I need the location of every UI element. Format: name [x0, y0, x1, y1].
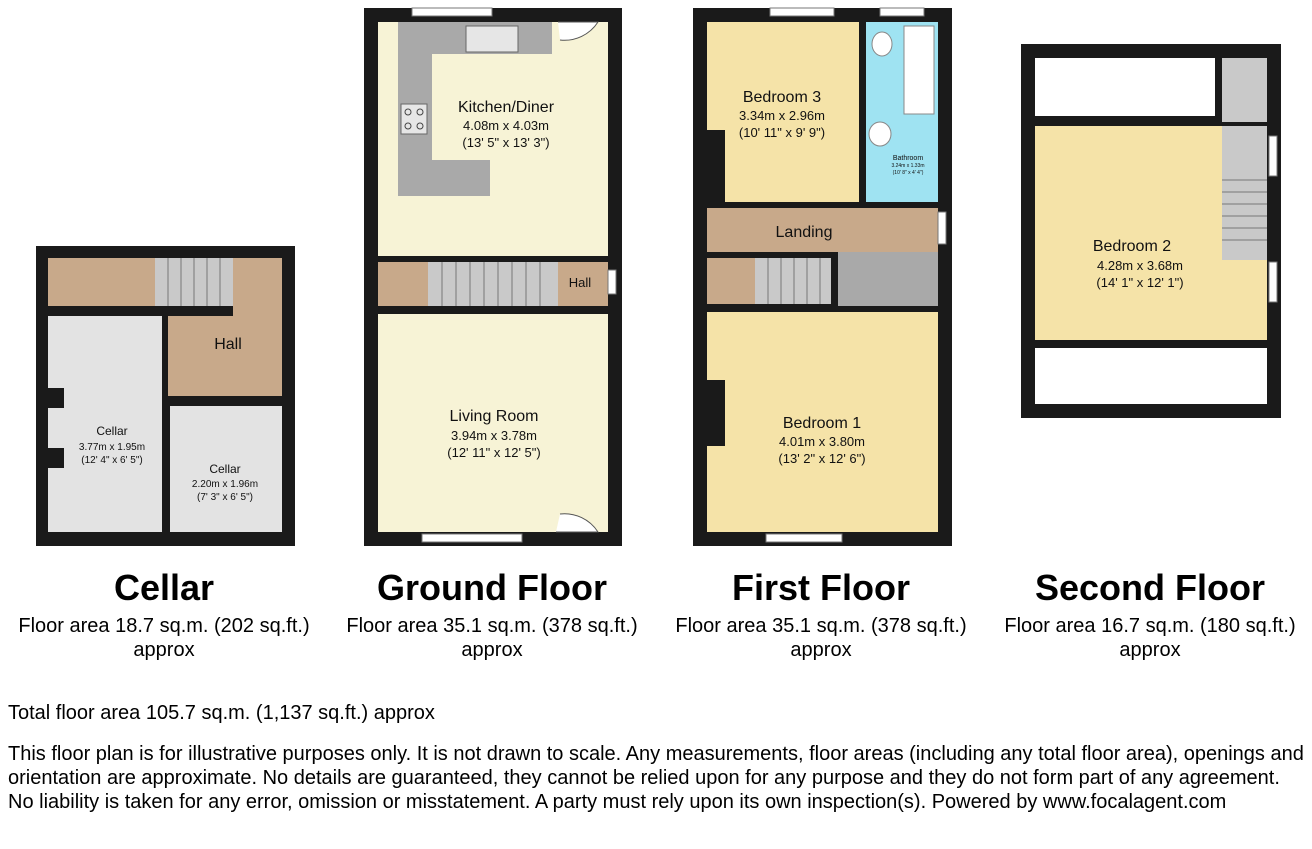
kitchen-imperial: (13' 5" x 13' 3"): [462, 135, 550, 150]
bathroom-label: Bathroom: [892, 155, 924, 162]
eaves-storage-top: [1035, 58, 1215, 116]
total-floor-area: Total floor area 105.7 sq.m. (1,137 sq.ft.) approx: [8, 702, 435, 724]
cellar-hall-label: Hall: [214, 336, 242, 353]
cellar-room-2-dims: 2.20m x 1.96m: [191, 479, 259, 490]
bedroom-2-imperial: (14' 1" x 12' 1"): [1096, 275, 1184, 290]
floor-title-ground: Ground Floor: [377, 567, 607, 608]
bedroom-1-imperial: (13' 2" x 12' 6"): [778, 451, 866, 466]
floor-area-cellar: Floor area 18.7 sq.m. (202 sq.ft.) approx: [18, 615, 310, 661]
floor-area-first: Floor area 35.1 sq.m. (378 sq.ft.) approx: [675, 615, 967, 661]
cellar-room-1-label: Cellar: [96, 424, 128, 438]
living-window: [422, 534, 522, 542]
bedroom-3-label: Bedroom 3: [742, 89, 822, 106]
bathroom-dims: 3.24m x 1.33m: [891, 163, 925, 169]
living-imperial: (12' 11" x 12' 5"): [447, 445, 541, 460]
cellar-room-1-imperial: (12' 4" x 6' 5"): [81, 455, 143, 466]
bedroom-1-label: Bedroom 1: [782, 415, 862, 432]
bedroom-2-label: Bedroom 2: [1092, 238, 1172, 255]
floor-area-ground: Floor area 35.1 sq.m. (378 sq.ft.) approx: [346, 615, 638, 661]
ground-stairs: [428, 262, 558, 306]
disclaimer-text: This floor plan is for illustrative purposes only. It is not drawn to scale. Any measurements, floor areas (including any total floor area), openings and orientation are approximate. No details are guaranteed, they cannot be relied upon for any purpose and they do not form part of any agreement. No liability is taken for any error, omission or misstatement. A party must rely upon its own inspection(s). Powered by www.focalagent.com: [8, 743, 1304, 813]
kitchen-label: Kitchen/Diner: [457, 99, 555, 116]
bedroom-1-dims: 4.01m x 3.80m: [779, 434, 865, 449]
bedroom-2-dims: 4.28m x 3.68m: [1097, 258, 1183, 273]
living-label: Living Room: [449, 408, 539, 425]
hob-icon: [401, 104, 427, 134]
floor-title-second: Second Floor: [1034, 567, 1265, 608]
cellar-plan: [36, 246, 295, 546]
cellar-room-2-imperial: (7' 3" x 6' 5"): [197, 492, 253, 503]
floor-area-second: Floor area 16.7 sq.m. (180 sq.ft.) approx: [1004, 615, 1296, 661]
bath-icon: [904, 26, 934, 114]
bedroom-3-imperial: (10' 11" x 9' 9"): [738, 125, 826, 140]
kitchen-window: [412, 8, 492, 16]
cellar-room-1-dims: 3.77m x 1.95m: [78, 442, 146, 453]
cellar-room-2-label: Cellar: [209, 462, 241, 476]
bathroom-imperial: (10' 8" x 4' 4"): [892, 170, 924, 176]
kitchen-dims: 4.08m x 4.03m: [463, 118, 549, 133]
floor-title-cellar: Cellar: [113, 567, 215, 608]
landing-label: Landing: [775, 224, 833, 241]
ground-floor-plan: [364, 8, 622, 546]
second-floor-plan: [1021, 44, 1281, 418]
living-dims: 3.94m x 3.78m: [451, 428, 537, 443]
first-floor-plan: [693, 8, 952, 546]
sink-icon: [466, 26, 518, 52]
eaves-storage-bottom: [1035, 348, 1267, 404]
floor-title-first: First Floor: [732, 567, 910, 608]
basin-icon: [869, 122, 891, 146]
ground-hall-label: Hall: [568, 275, 592, 290]
toilet-icon: [872, 32, 892, 56]
first-stairs-winder: [838, 252, 938, 306]
bedroom-3-dims: 3.34m x 2.96m: [739, 108, 825, 123]
cellar-hall-room: [168, 316, 282, 396]
